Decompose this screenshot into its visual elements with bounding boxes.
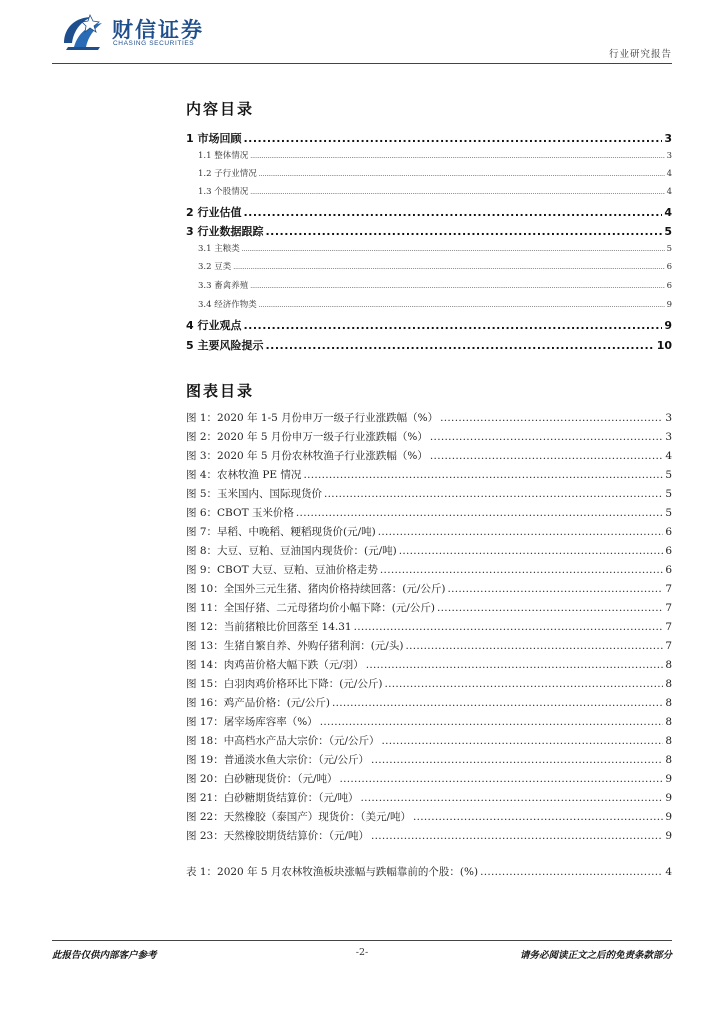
leader-dots bbox=[324, 488, 663, 500]
figure-entry-page: 8 bbox=[665, 754, 672, 766]
leader-dots bbox=[413, 811, 663, 823]
toc-entry-text: 5 主要风险提示 bbox=[186, 339, 264, 352]
leader-dots bbox=[380, 564, 663, 576]
figure-entry-text: 图 10：全国外三元生猪、猪肉价格持续回落：(元/公斤) bbox=[186, 583, 446, 595]
footer-disclaimer-right: 请务必阅读正文之后的免责条款部分 bbox=[519, 950, 672, 961]
leader-dots bbox=[242, 244, 665, 254]
toc-entry-text: 1.3 个股情况 bbox=[198, 187, 249, 197]
leader-dots bbox=[233, 262, 664, 272]
figure-entry-page: 7 bbox=[665, 602, 672, 614]
figure-entry[interactable] bbox=[186, 562, 672, 577]
brand-name-en: CHASING SECURITIES bbox=[113, 40, 195, 47]
toc-entry-page: 9 bbox=[664, 319, 672, 332]
figure-entry[interactable] bbox=[186, 676, 672, 691]
toc-entry-page: 5 bbox=[666, 244, 672, 254]
figure-entry[interactable] bbox=[186, 410, 672, 425]
figure-entry-text: 图 17：屠宰场库容率（%） bbox=[186, 716, 318, 728]
figure-entry-page: 3 bbox=[665, 431, 672, 443]
figure-entry-text: 图 1：2020 年 1-5 月份申万一级子行业涨跌幅（%） bbox=[186, 412, 439, 424]
toc-entry-text: 2 行业估值 bbox=[186, 206, 242, 219]
figure-entry-text: 图 15：白羽肉鸡价格环比下降：(元/公斤) bbox=[186, 678, 383, 690]
footer-disclaimer-left: 此报告仅供内部客户参考 bbox=[52, 950, 157, 961]
toc-entry-page: 6 bbox=[666, 262, 672, 272]
toc-entry-text: 4 行业观点 bbox=[186, 319, 242, 332]
figure-entry-text: 图 5：玉米国内、国际现货价 bbox=[186, 488, 323, 500]
toc-entry[interactable] bbox=[186, 149, 672, 161]
figure-entry[interactable] bbox=[186, 714, 672, 729]
leader-dots bbox=[361, 792, 664, 804]
toc-entry-text: 3.1 主粮类 bbox=[198, 244, 240, 254]
figure-entry-page: 8 bbox=[665, 716, 672, 728]
figure-entry[interactable] bbox=[186, 448, 672, 463]
leader-dots bbox=[259, 300, 665, 310]
toc-entry-text: 3.4 经济作物类 bbox=[198, 300, 257, 310]
figure-entry-page: 9 bbox=[665, 811, 672, 823]
leader-dots bbox=[243, 319, 662, 332]
toc-entry[interactable] bbox=[186, 298, 672, 310]
leader-dots bbox=[332, 697, 663, 709]
leader-dots bbox=[371, 830, 663, 842]
toc-entry-text: 1.1 整体情况 bbox=[198, 151, 249, 161]
figure-entry[interactable] bbox=[186, 790, 672, 805]
leader-dots bbox=[243, 206, 662, 219]
leader-dots bbox=[480, 866, 663, 878]
toc-entry[interactable] bbox=[186, 242, 672, 254]
page-number: -2- bbox=[355, 947, 369, 958]
toc-entry-page: 9 bbox=[666, 300, 672, 310]
figure-entry-text: 图 20：白砂糖现货价：（元/吨） bbox=[186, 773, 338, 785]
leader-dots bbox=[440, 412, 663, 424]
figure-entry-text: 图 14：肉鸡苗价格大幅下跌（元/羽） bbox=[186, 659, 364, 671]
figure-entry[interactable] bbox=[186, 771, 672, 786]
figure-entry-page: 3 bbox=[665, 412, 672, 424]
figure-entry-page: 6 bbox=[665, 526, 672, 538]
toc-entry-page: 10 bbox=[656, 339, 672, 352]
figure-entry[interactable] bbox=[186, 581, 672, 596]
figure-entry-page: 5 bbox=[665, 469, 672, 481]
toc-entry-page: 4 bbox=[666, 187, 672, 197]
brand-name-cn: 财信证券 bbox=[112, 18, 204, 42]
figure-entry-page: 7 bbox=[665, 640, 672, 652]
toc-entry[interactable] bbox=[186, 167, 672, 179]
figure-entry-page: 8 bbox=[665, 678, 672, 690]
toc-entry[interactable] bbox=[186, 223, 672, 239]
figure-entry-text: 图 23：天然橡胶期货结算价：（元/吨） bbox=[186, 830, 369, 842]
figure-entry[interactable] bbox=[186, 695, 672, 710]
figure-entry-text: 图 18：中高档水产品大宗价：（元/公斤） bbox=[186, 735, 380, 747]
figure-entry[interactable] bbox=[186, 505, 672, 520]
figure-entry-page: 7 bbox=[665, 583, 672, 595]
figure-entry-text: 图 3：2020 年 5 月份农林牧渔子行业涨跌幅（%） bbox=[186, 450, 428, 462]
figure-entry-text: 图 22：天然橡胶（泰国产）现货价：（美元/吨） bbox=[186, 811, 411, 823]
header-divider bbox=[52, 63, 672, 64]
figure-entry[interactable] bbox=[186, 733, 672, 748]
leader-dots bbox=[303, 469, 663, 481]
leader-dots bbox=[250, 151, 664, 161]
leader-dots bbox=[430, 431, 663, 443]
toc-entry-text: 1 市场回顾 bbox=[186, 132, 242, 145]
figure-entry[interactable] bbox=[186, 752, 672, 767]
figure-entry-page: 6 bbox=[665, 564, 672, 576]
leader-dots bbox=[320, 716, 664, 728]
toc-entry[interactable] bbox=[186, 130, 672, 146]
toc-entry[interactable] bbox=[186, 337, 672, 353]
figure-entry-page: 5 bbox=[665, 488, 672, 500]
toc-entry-page: 3 bbox=[664, 132, 672, 145]
toc-entry-text: 3 行业数据跟踪 bbox=[186, 225, 264, 238]
report-type-label: 行业研究报告 bbox=[608, 49, 672, 60]
figure-entry[interactable] bbox=[186, 619, 672, 634]
table-entry-page: 4 bbox=[665, 866, 672, 878]
figure-entry-page: 5 bbox=[665, 507, 672, 519]
leader-dots bbox=[371, 754, 663, 766]
toc-entry-text: 3.2 豆类 bbox=[198, 262, 232, 272]
toc-entry[interactable] bbox=[186, 185, 672, 197]
figure-entry-page: 9 bbox=[665, 792, 672, 804]
leader-dots bbox=[340, 773, 664, 785]
toc-entry-page: 5 bbox=[664, 225, 672, 238]
figure-entry-page: 9 bbox=[665, 773, 672, 785]
figure-entry-text: 图 7：早稻、中晚稻、粳稻现货价(元/吨) bbox=[186, 526, 376, 538]
figure-entry-text: 图 8：大豆、豆粕、豆油国内现货价：(元/吨) bbox=[186, 545, 397, 557]
leader-dots bbox=[250, 187, 664, 197]
toc-entry-page: 4 bbox=[666, 169, 672, 179]
leader-dots bbox=[399, 545, 664, 557]
figure-entry-text: 图 16：鸡产品价格：(元/公斤) bbox=[186, 697, 330, 709]
leader-dots bbox=[405, 640, 663, 652]
toc-entry-page: 3 bbox=[666, 151, 672, 161]
toc-entry[interactable] bbox=[186, 260, 672, 272]
figure-entry-text: 图 11：全国仔猪、二元母猪均价小幅下降：(元/公斤) bbox=[186, 602, 435, 614]
figure-entry-page: 7 bbox=[665, 621, 672, 633]
leader-dots bbox=[384, 678, 663, 690]
leader-dots bbox=[243, 132, 662, 145]
figure-entry[interactable] bbox=[186, 429, 672, 444]
figure-entry[interactable] bbox=[186, 600, 672, 615]
leader-dots bbox=[437, 602, 663, 614]
figure-entry-page: 8 bbox=[665, 697, 672, 709]
figure-entry-text: 图 4：农林牧渔 PE 情况 bbox=[186, 469, 302, 481]
page-header bbox=[0, 0, 724, 70]
figure-entry[interactable] bbox=[186, 543, 672, 558]
figure-entry-text: 图 9：CBOT 大豆、豆粕、豆油价格走势 bbox=[186, 564, 378, 576]
leader-dots bbox=[250, 281, 664, 291]
leader-dots bbox=[378, 526, 664, 538]
figure-entry[interactable] bbox=[186, 486, 672, 501]
figure-entry-text: 图 2：2020 年 5 月份申万一级子行业涨跌幅（%） bbox=[186, 431, 428, 443]
figure-entry-page: 9 bbox=[665, 830, 672, 842]
company-logo-icon bbox=[60, 13, 106, 51]
figure-entry[interactable] bbox=[186, 657, 672, 672]
figure-entry-page: 8 bbox=[665, 735, 672, 747]
table-entry[interactable] bbox=[186, 864, 672, 879]
figure-entry-text: 图 6：CBOT 玉米价格 bbox=[186, 507, 294, 519]
leader-dots bbox=[265, 339, 654, 352]
toc-entry[interactable] bbox=[186, 317, 672, 333]
toc-entry-text: 1.2 子行业情况 bbox=[198, 169, 257, 179]
figure-entry-page: 4 bbox=[665, 450, 672, 462]
figure-entry-text: 图 19：普通淡水鱼大宗价：（元/公斤） bbox=[186, 754, 369, 766]
figure-entry[interactable] bbox=[186, 809, 672, 824]
toc-entry[interactable] bbox=[186, 204, 672, 220]
leader-dots bbox=[382, 735, 664, 747]
figure-entry-page: 6 bbox=[665, 545, 672, 557]
figure-entry-text: 图 13：生猪自繁自养、外购仔猪利润：(元/头) bbox=[186, 640, 404, 652]
figure-entry[interactable] bbox=[186, 524, 672, 539]
toc-title: 内容目录 bbox=[186, 100, 255, 118]
toc-entry[interactable] bbox=[186, 279, 672, 291]
toc-entry-text: 3.3 畜禽养殖 bbox=[198, 281, 249, 291]
figure-entry[interactable] bbox=[186, 467, 672, 482]
leader-dots bbox=[265, 225, 662, 238]
leader-dots bbox=[366, 659, 664, 671]
figures-title: 图表目录 bbox=[186, 382, 255, 400]
leader-dots bbox=[259, 169, 665, 179]
figure-entry-text: 图 21：白砂糖期货结算价：（元/吨） bbox=[186, 792, 359, 804]
figure-entry-text: 图 12：当前猪粮比价回落至 14.31 bbox=[186, 621, 352, 633]
figure-entry[interactable] bbox=[186, 638, 672, 653]
leader-dots bbox=[447, 583, 663, 595]
figure-entry[interactable] bbox=[186, 828, 672, 843]
table-entry-text: 表 1：2020 年 5 月农林牧渔板块涨幅与跌幅靠前的个股：(%) bbox=[186, 866, 479, 878]
toc-entry-page: 6 bbox=[666, 281, 672, 291]
figure-entry-page: 8 bbox=[665, 659, 672, 671]
footer-divider bbox=[52, 940, 672, 941]
leader-dots bbox=[296, 507, 663, 519]
leader-dots bbox=[354, 621, 664, 633]
leader-dots bbox=[430, 450, 663, 462]
toc-entry-page: 4 bbox=[664, 206, 672, 219]
